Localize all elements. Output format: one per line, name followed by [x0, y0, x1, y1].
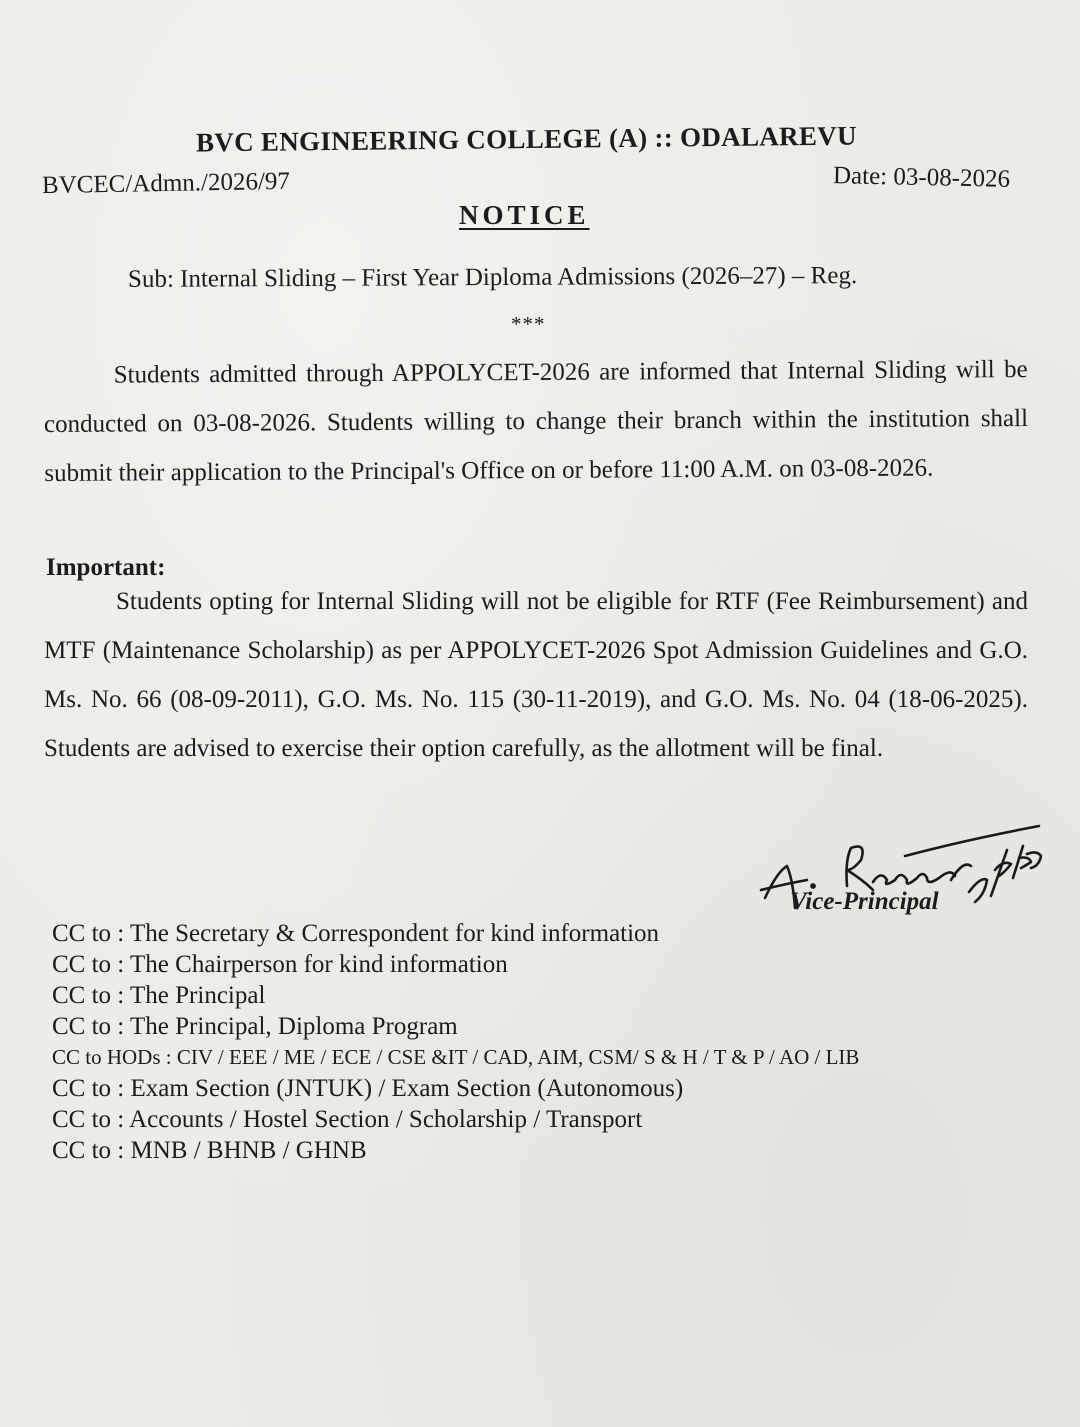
notice-title: NOTICE [459, 200, 590, 230]
important-label: Important: [46, 554, 166, 581]
cc-item-hods: CC to HODs : CIV / EEE / ME / ECE / CSE &IT / CAD, AIM, CSM/ S & H / T & P / AO / LIB [52, 1045, 860, 1069]
cc-item: CC to : Exam Section (JNTUK) / Exam Section (Autonomous) [52, 1075, 684, 1102]
cc-item: CC to : The Secretary & Correspondent for kind information [52, 920, 660, 947]
cc-item: CC to : The Chairperson for kind information [52, 951, 508, 978]
cc-item: CC to : The Principal, Diploma Program [52, 1013, 458, 1040]
designation-vice-principal: Vice-Principal [790, 888, 939, 915]
separator-stars: *** [511, 312, 546, 336]
cc-item: CC to : Accounts / Hostel Section / Scholarship / Transport [52, 1106, 643, 1133]
body-paragraph-1-text: Students admitted through APPOLYCET-2026 are informed that Internal Sliding will be conducted on 03-08-2026. Students willing to change their branch within the institution shall submit their application to the Principal's Office on or before 11:00 A.M. on 03-08-2026. [43, 355, 1029, 488]
college-name: BVC ENGINEERING COLLEGE (A) :: ODALAREVU [195, 120, 857, 158]
body-paragraph-2 [44, 577, 1028, 773]
cc-list [52, 918, 859, 1166]
subject-line: Sub: Internal Sliding – First Year Diploma Admissions (2026–27) – Reg. [127, 262, 858, 293]
body-paragraph-2-text: Students opting for Internal Sliding will not be eligible for RTF (Fee Reimbursement) and MTF (Maintenance Scholarship) as per APPOLYCET-2026 Spot Admission Guidelines and G.O. Ms. No. 66 (08-09-2011), G.O. Ms. No. 115 (30-11-2019), and G.O. Ms. No. 04 (18-06-2025). Students are advised to exercise their option carefully, as the allotment will be final. [44, 588, 1028, 762]
cc-item: CC to : MNB / BHNB / GHNB [52, 1137, 367, 1164]
notice-date: Date: 03-08-2026 [832, 162, 1011, 193]
cc-item: CC to : The Principal [52, 982, 266, 1009]
body-paragraph-1 [44, 345, 1029, 498]
reference-number: BVCEC/Admn./2026/97 [41, 167, 291, 200]
